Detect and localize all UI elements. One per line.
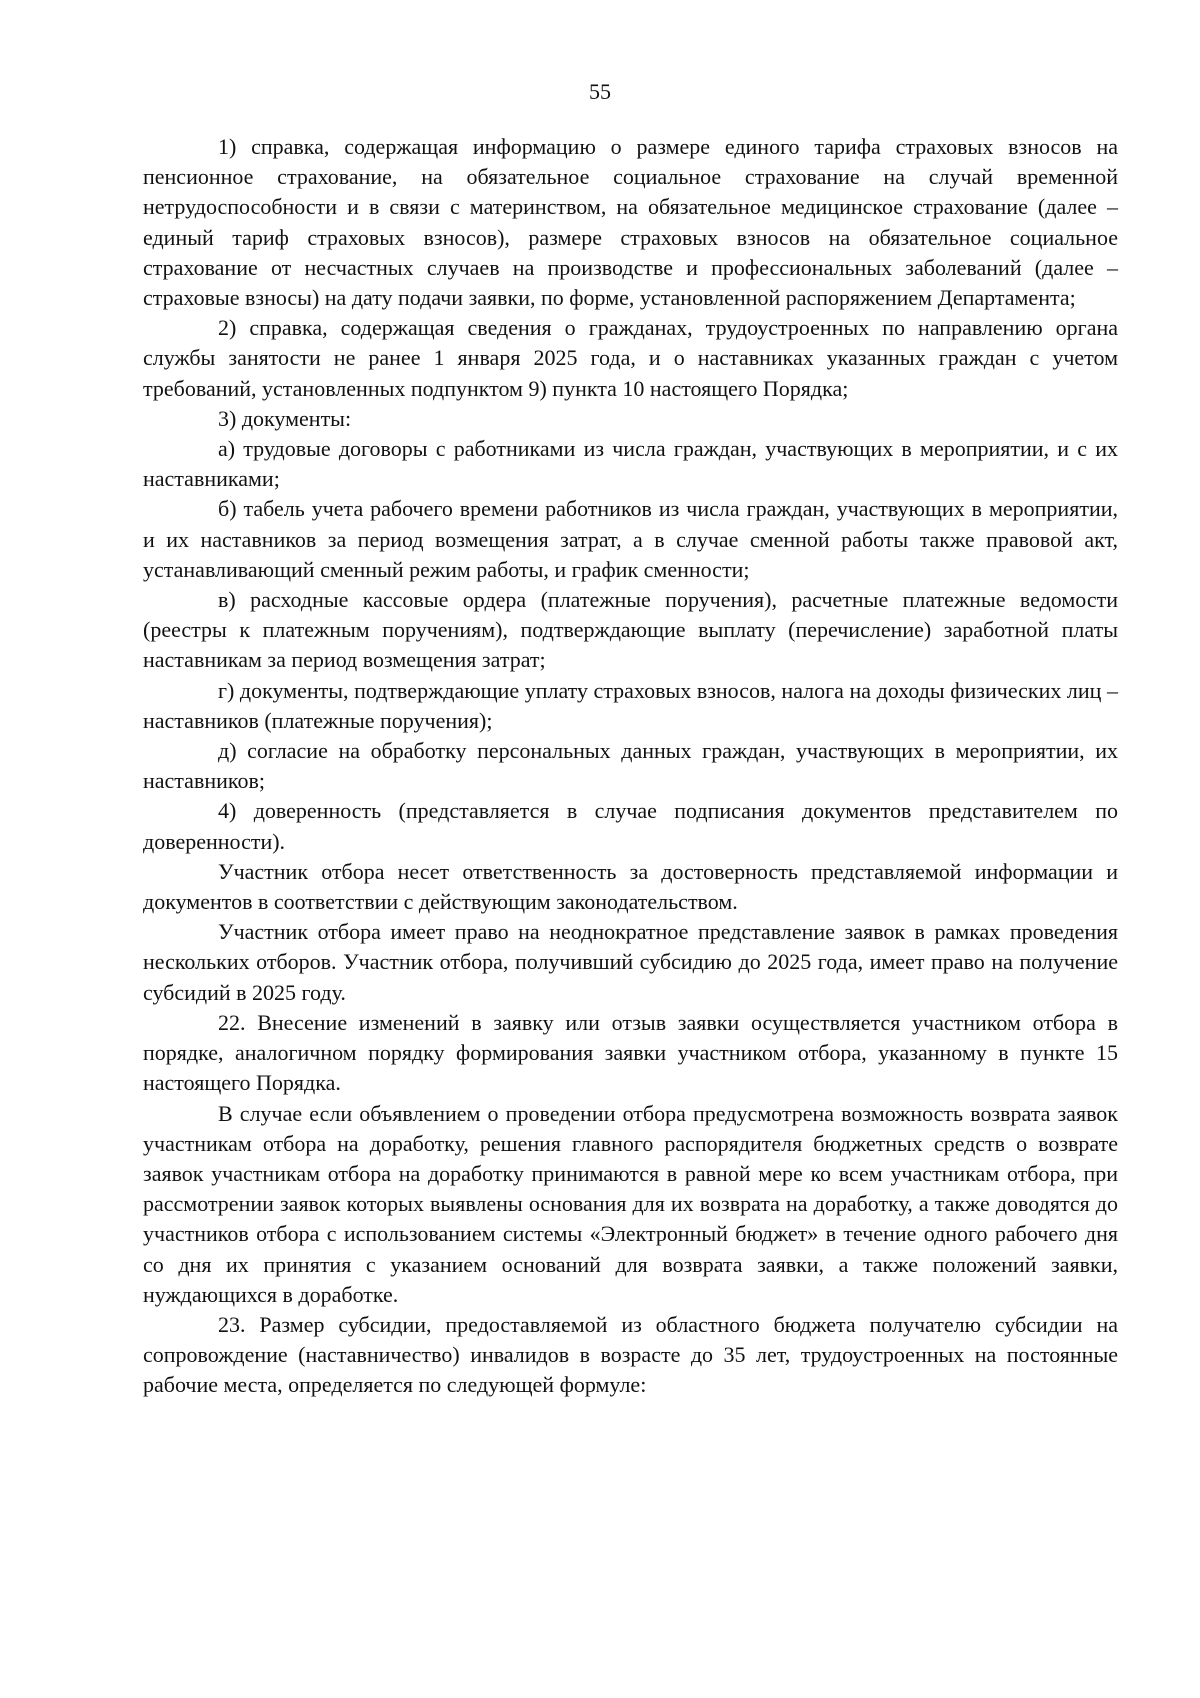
paragraph-subitem-b: б) табель учета рабочего времени работников из числа граждан, участвующих в мероприятии, и их наставников за период возмещения затрат, а в случае сменной работы также правовой акт, устанавливающий сменный режим работы, и график сменности;: [143, 496, 1118, 582]
paragraph-item-1: 1) справка, содержащая информацию о размере единого тарифа страховых взносов на пенсионное страхование, на обязательное социальное страхование на случай временной нетрудоспособности и в связи с материнством, на обязательное медицинское страхование (далее – единый тариф страховых взносов), размере страховых взносов на обязательное социальное страхование от несчастных случаев на производстве и профессиональных заболеваний (далее – страховые взносы) на дату подачи заявки, по форме, установленной распоряжением Департамента;: [143, 134, 1118, 311]
paragraph-clause-22: 22. Внесение изменений в заявку или отзыв заявки осуществляется участником отбора в порядке, аналогичном порядку формирования заявки участником отбора, указанному в пункте 15 настоящего Порядка.: [143, 1009, 1118, 1096]
paragraph-item-2: 2) справка, содержащая сведения о гражданах, трудоустроенных по направлению органа службы занятости не ранее 1 января 2025 года, и о наставниках указанных граждан с учетом требований, установленных подпунктом 9) пункта 10 настоящего Порядка;: [143, 315, 1118, 401]
paragraph-subitem-a: а) трудовые договоры с работниками из числа граждан, участвующих в мероприятии, и с их наставниками;: [143, 436, 1118, 492]
paragraph-subitem-g: г) документы, подтверждающие уплату страховых взносов, налога на доходы физических лиц – наставников (платежные поручения);: [143, 677, 1118, 733]
paragraph-responsibility: Участник отбора несет ответственность за достоверность представляемой информации и документов в соответствии с действующим законодательством.: [143, 858, 1118, 915]
paragraph-clause-23: 23. Размер субсидии, предоставляемой из областного бюджета получателю субсидии на сопровождение (наставничество) инвалидов в возрасте до 35 лет, трудоустроенных на постоянные рабочие места, определяется по следующей формуле:: [143, 1311, 1118, 1398]
document-body: [143, 132, 1118, 1401]
page-number: 55: [589, 79, 611, 104]
paragraph-subitem-v: в) расходные кассовые ордера (платежные поручения), расчетные платежные ведомости (реестры к платежным поручениям), подтверждающие выплату (перечисление) заработной платы наставникам за период возмещения затрат;: [143, 587, 1118, 673]
paragraph-subitem-d: д) согласие на обработку персональных данных граждан, участвующих в мероприятии, их наставников;: [143, 738, 1118, 794]
paragraph-repeat-applications: Участник отбора имеет право на неоднократное представление заявок в рамках проведения нескольких отборов. Участник отбора, получивший субсидию до 2025 года, имеет право на получение субсидий в 2025 году.: [143, 919, 1118, 1005]
paragraph-return-for-revision: В случае если объявлением о проведении отбора предусмотрена возможность возврата заявок участникам отбора на доработку, решения главного распорядителя бюджетных средств о возврате заявок участникам отбора на доработку принимаются в равной мере ко всем участникам отбора, при рассмотрении заявок которых выявлены основания для их возврата на доработку, а также доводятся до участников отбора с использованием системы «Электронный бюджет» в течение одного рабочего дня со дня их принятия с указанием оснований для возврата заявки, а также положений заявки, нуждающихся в доработке.: [143, 1100, 1118, 1307]
paragraph-item-3: 3) документы:: [218, 405, 352, 431]
paragraph-item-4: 4) доверенность (представляется в случае подписания документов представителем по доверенности).: [143, 798, 1118, 854]
